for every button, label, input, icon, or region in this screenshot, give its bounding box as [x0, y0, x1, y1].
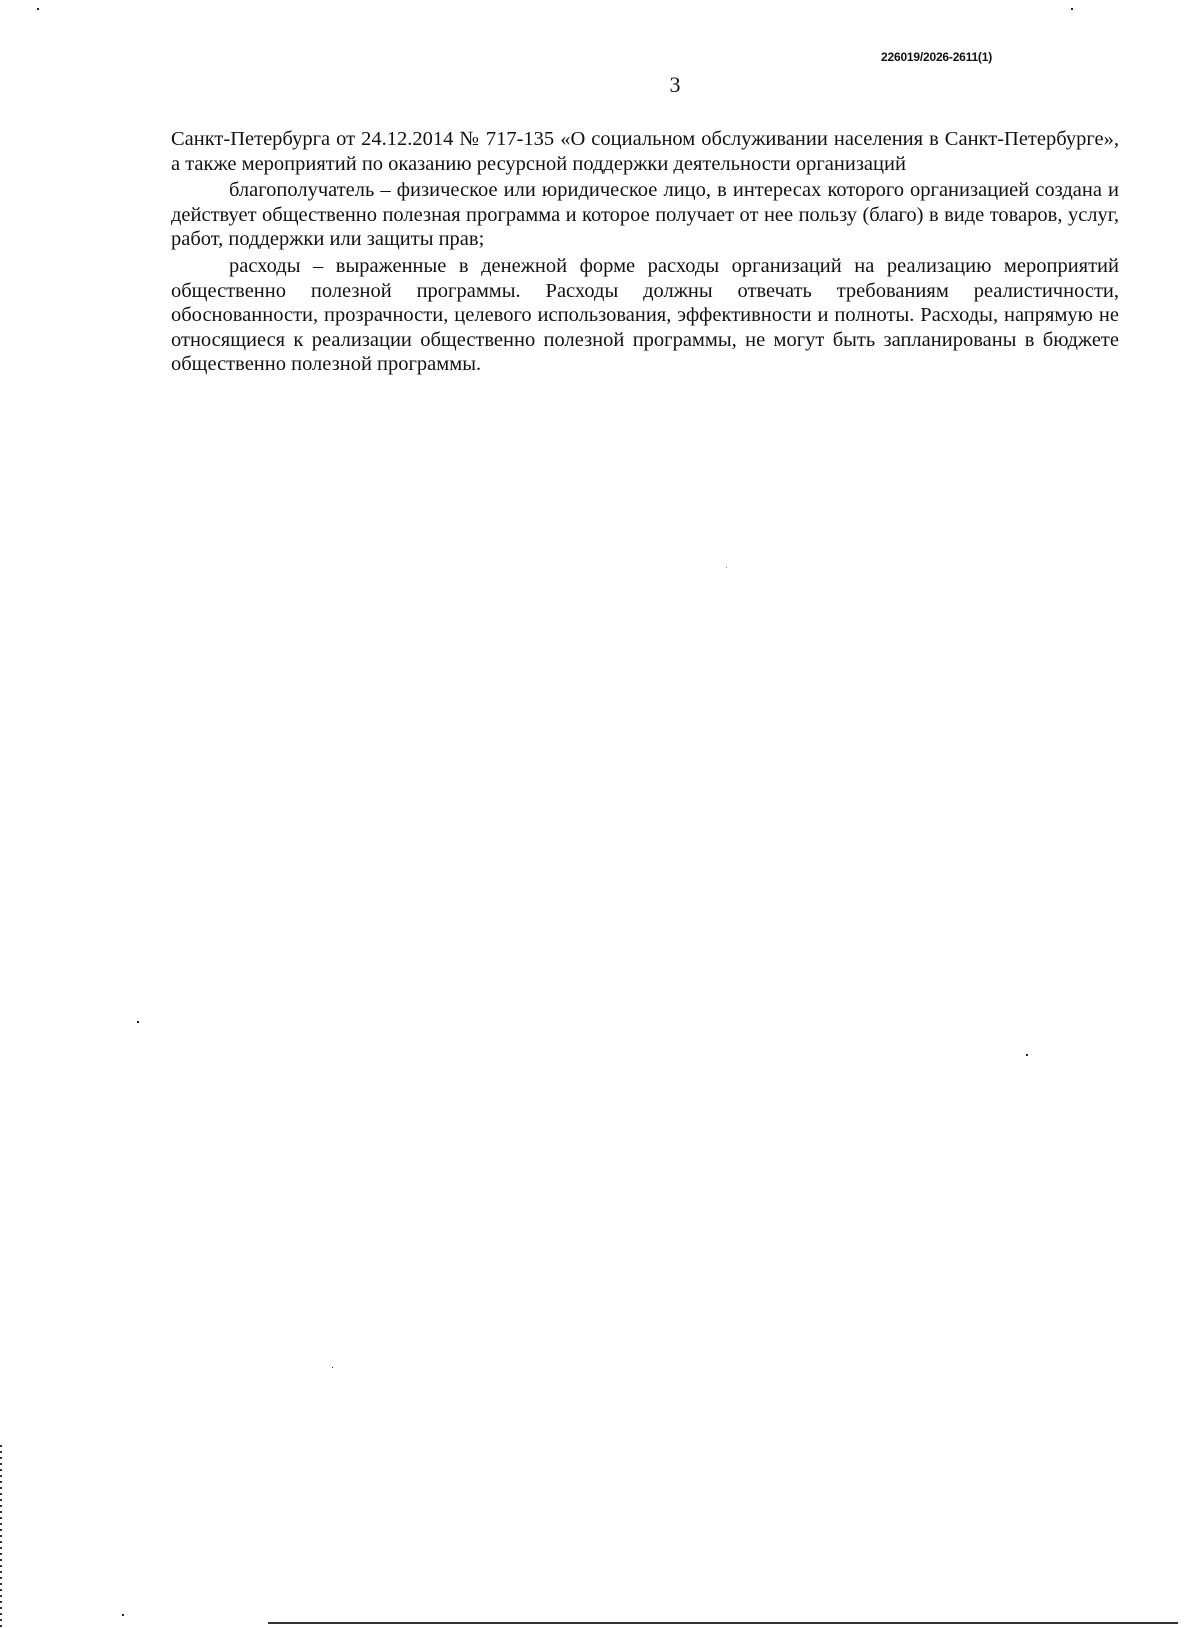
scan-speck	[726, 567, 727, 568]
scan-bottom-edge	[268, 1622, 1178, 1624]
page-number: 3	[669, 72, 681, 97]
document-registration-number: 226019/2026-2611(1)	[881, 50, 992, 64]
scan-left-edge	[0, 1445, 2, 1628]
paragraph-continuation: Санкт-Петербурга от 24.12.2014 № 717-135 «О социальном обслуживании населения в Санкт-Петербурге», а также мероприятий по оказанию ресурсной поддержки деятельности организаций	[171, 128, 1119, 175]
scan-speck	[122, 1614, 124, 1616]
scan-speck	[137, 1021, 139, 1023]
scan-speck	[1026, 1054, 1028, 1056]
paragraph-definition-expenses: расходы – выраженные в денежной форме расходы организаций на реализацию мероприятий общественно полезной программы. Расходы должны отвечать требованиям реалистичности, обоснованности, прозрачности, целевого использования, эффективности и полноты. Расходы, напрямую не относящиеся к реализации общественно полезной программы, не могут быть запланированы в бюджете общественно полезной программы.	[171, 254, 1119, 376]
paragraph-definition-beneficiary: благополучатель – физическое или юридическое лицо, в интересах которого организацией создана и действует общественно полезная программа и которое получает от нее пользу (благо) в виде товаров, услуг, работ, поддержки или защиты прав;	[171, 179, 1119, 251]
scan-speck	[1071, 8, 1073, 10]
scan-speck	[332, 1367, 333, 1368]
document-body	[171, 127, 1119, 379]
scan-speck	[37, 8, 39, 10]
